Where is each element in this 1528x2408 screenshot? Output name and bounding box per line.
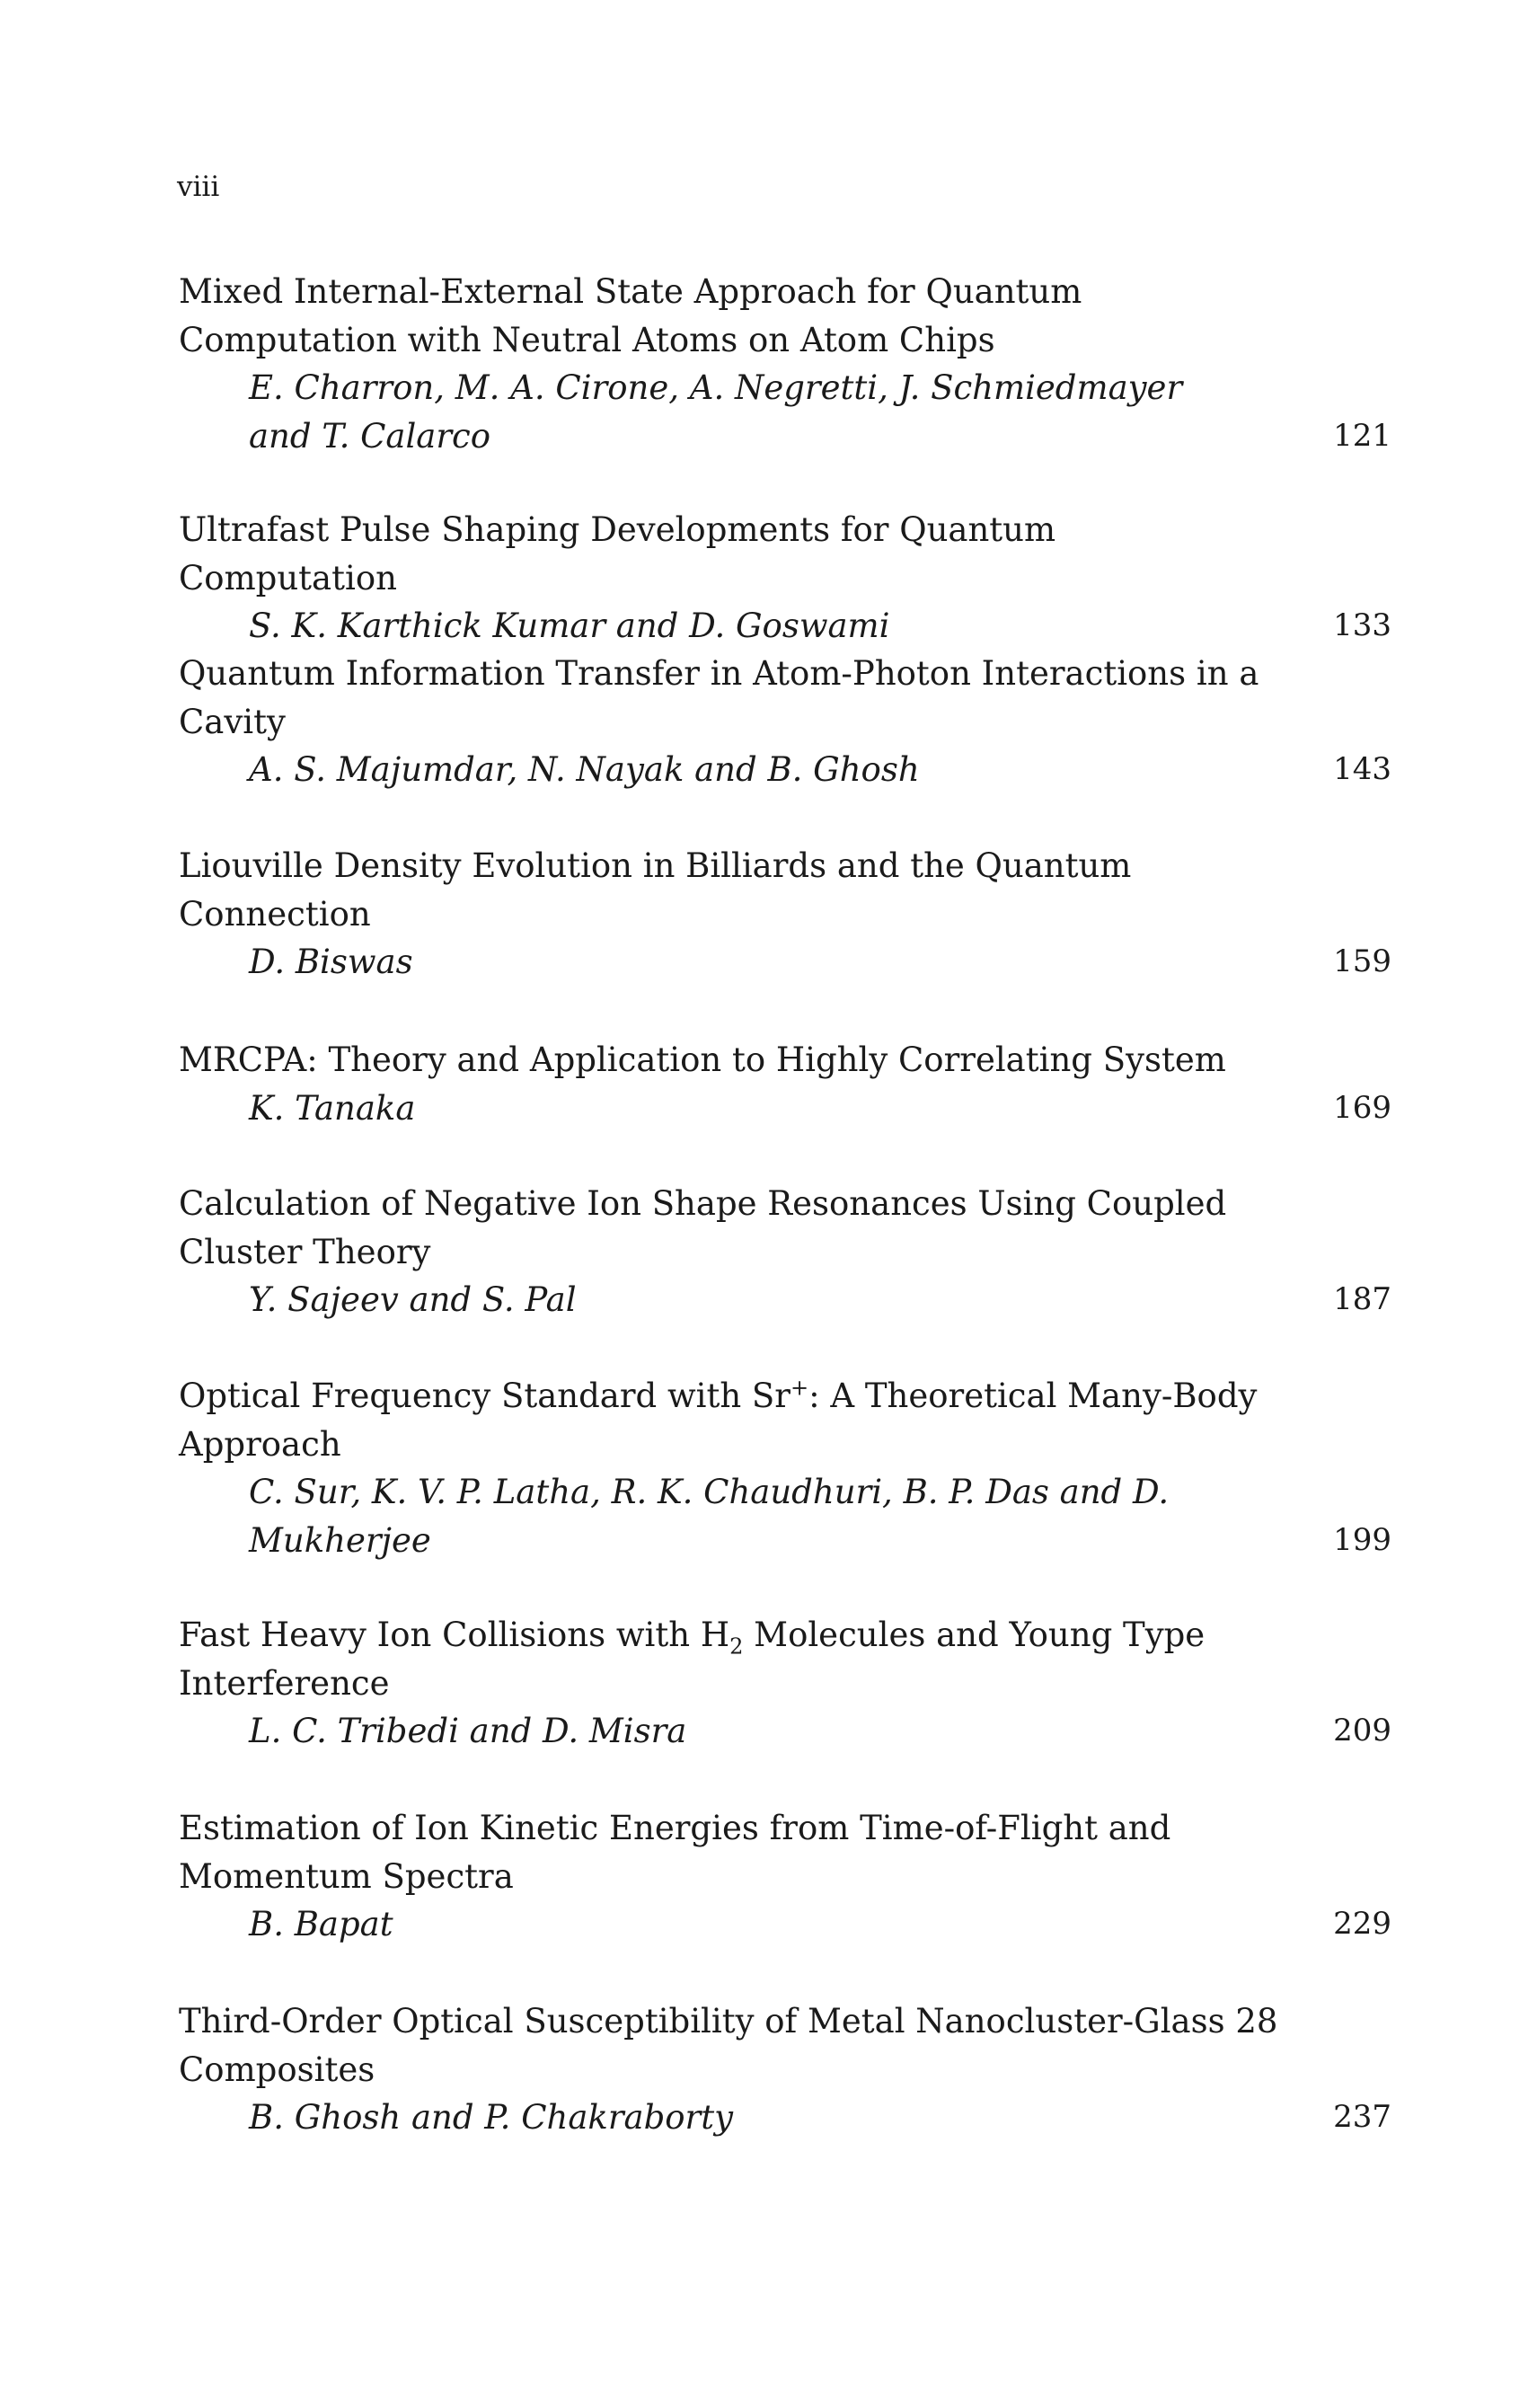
entry-authors-row [179, 1276, 1391, 1324]
entry-authors-row [179, 2094, 1391, 2142]
entry-authors: L. C. Tribedi and D. Misra [249, 1712, 687, 1750]
toc-entry [179, 1036, 1391, 1132]
entry-authors-row [179, 1900, 1391, 1949]
entry-title: Third-Order Optical Susceptibility of Metal Nanocluster-Glass 28 Composites [179, 2002, 1278, 2089]
entry-title-text: Molecules and Young Type Interference [179, 1616, 1206, 1703]
toc-entry [179, 1611, 1391, 1756]
entry-title [179, 1372, 1284, 1468]
entry-page-number: 229 [1333, 1906, 1391, 1942]
toc-entry [179, 1372, 1391, 1564]
entry-authors-row [179, 1084, 1391, 1133]
entry-authors: B. Ghosh and P. Chakraborty [249, 2098, 733, 2137]
entry-title [179, 1611, 1284, 1707]
entry-authors: K. Tanaka [249, 1088, 416, 1128]
entry-authors-row [179, 1707, 1391, 1756]
page-number: viii [177, 171, 220, 203]
entry-authors: D. Biswas [249, 943, 413, 981]
entry-page-number: 187 [1333, 1281, 1391, 1317]
entry-authors-row [179, 938, 1391, 987]
entry-authors: S. K. Karthick Kumar and D. Goswami [249, 606, 890, 645]
entry-authors: Y. Sajeev and S. Pal [249, 1280, 577, 1319]
entry-title-text: Optical Frequency Standard with Sr [179, 1377, 790, 1415]
entry-title: Calculation of Negative Ion Shape Resonances Using Coupled Cluster Theory [179, 1184, 1227, 1271]
entry-page-number: 121 [1333, 417, 1391, 454]
entry-authors: B. Bapat [249, 1905, 393, 1943]
entry-title: Liouville Density Evolution in Billiards and the Quantum Connection [179, 846, 1132, 934]
entry-authors: A. S. Majumdar, N. Nayak and B. Ghosh [249, 750, 920, 789]
entry-page-number: 169 [1333, 1089, 1391, 1126]
entry-title: Ultrafast Pulse Shaping Developments for Quantum Computation [179, 510, 1056, 598]
entry-page-number: 133 [1333, 607, 1391, 643]
entry-page-number: 143 [1333, 751, 1391, 787]
entry-authors: E. Charron, M. A. Cirone, A. Negretti, J. Schmiedmayer and T. Calarco [249, 368, 1183, 456]
entry-authors-row [179, 1468, 1391, 1564]
entry-page-number: 199 [1333, 1521, 1391, 1558]
entry-authors: C. Sur, K. V. P. Latha, R. K. Chaudhuri, B. P. Das and D. Mukherjee [249, 1473, 1170, 1560]
toc-entry [179, 1804, 1391, 1949]
entry-title-superscript: + [790, 1375, 809, 1401]
entry-title: Estimation of Ion Kinetic Energies from Time-of-Flight and Momentum Spectra [179, 1809, 1171, 1896]
toc-entry [179, 650, 1391, 794]
entry-authors-row [179, 602, 1391, 651]
entry-title-text: : A Theoretical Many-Body Approach [179, 1377, 1258, 1464]
entry-page-number: 237 [1333, 2099, 1391, 2135]
entry-title-text: Fast Heavy Ion Collisions with H [179, 1616, 730, 1654]
entry-authors-row [179, 746, 1391, 794]
entry-title: Mixed Internal-External State Approach for Quantum Computation with Neutral Atoms on Atom Chips [179, 272, 1082, 359]
entry-authors-row [179, 364, 1391, 460]
entry-page-number: 209 [1333, 1713, 1391, 1748]
entry-title-subscript: 2 [729, 1633, 744, 1660]
toc-entry [179, 1997, 1391, 2142]
toc-entry [179, 506, 1391, 651]
toc-entry [179, 268, 1391, 460]
toc-entry [179, 842, 1391, 987]
entry-title: Quantum Information Transfer in Atom-Photon Interactions in a Cavity [179, 654, 1259, 741]
entry-title: MRCPA: Theory and Application to Highly Correlating System [179, 1040, 1226, 1079]
toc-entry [179, 1180, 1391, 1324]
entry-page-number: 159 [1333, 943, 1391, 979]
